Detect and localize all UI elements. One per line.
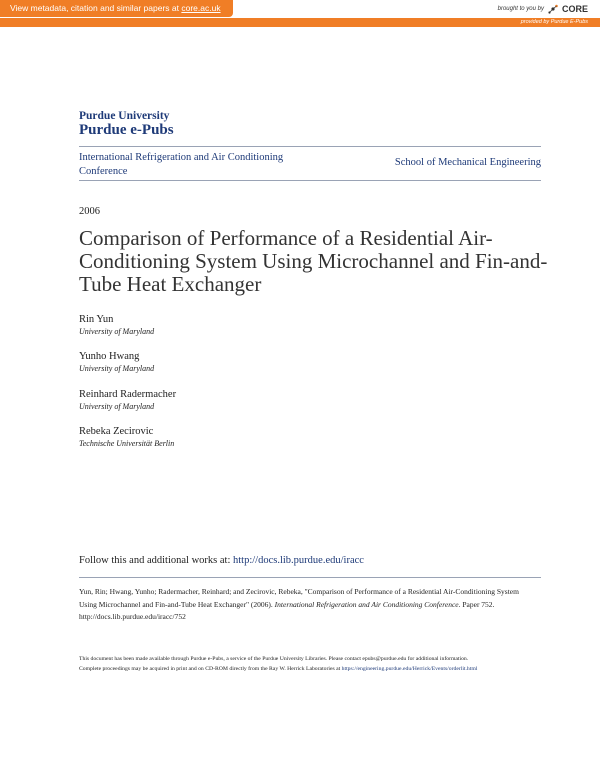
author-block bbox=[79, 350, 379, 374]
proceedings-text: Complete proceedings may be acquired in print and on CD-ROM directly from the Ray W. Herrick Laboratories at bbox=[79, 666, 341, 672]
author-block bbox=[79, 425, 379, 449]
core-logo-icon bbox=[547, 3, 559, 15]
core-ac-uk-link[interactable]: core.ac.uk bbox=[181, 3, 221, 13]
paper-title: Comparison of Performance of a Residential Air-Conditioning System Using Microchannel and Fin-and-Tube Heat Exchanger bbox=[79, 226, 548, 296]
herrick-link[interactable]: https://engineering.purdue.edu/Herrick/Events/orderlit.html bbox=[341, 666, 478, 672]
author-name: Rin Yun bbox=[79, 314, 114, 325]
availability-notice: This document has been made available through Purdue e-Pubs, a service of the Purdue University Libraries. Please contact epubs@purdue.edu for additional information. bbox=[79, 656, 469, 662]
divider bbox=[79, 146, 541, 147]
proceedings-notice bbox=[79, 664, 534, 674]
core-banner bbox=[0, 0, 600, 27]
author-name: Yunho Hwang bbox=[79, 351, 140, 362]
divider bbox=[79, 577, 541, 578]
view-metadata-text: View metadata, citation and similar papers at bbox=[10, 3, 179, 13]
iracc-link[interactable]: http://docs.lib.purdue.edu/iracc bbox=[233, 555, 364, 566]
citation-block bbox=[79, 586, 534, 624]
follow-works bbox=[79, 555, 364, 566]
provided-by-text[interactable]: provided by Purdue E-Pubs bbox=[520, 19, 588, 25]
core-logo-text: CORE bbox=[561, 4, 588, 14]
author-affiliation: University of Maryland bbox=[79, 364, 155, 373]
citation-paper-number: Paper 752. bbox=[462, 599, 495, 609]
conference-link[interactable]: International Refrigeration and Air Conditioning Conference bbox=[79, 152, 284, 177]
citation-text: Yun, Rin; Hwang, Yunho; Radermacher, Reinhard; and Zecirovic, Rebeka, "Comparison of Performance of a Residential Air-Conditioning System Using Microchannel and Fin-and-Tube Heat Exchanger" (2006). bbox=[79, 587, 519, 609]
view-metadata-link[interactable] bbox=[0, 0, 233, 17]
repository-name[interactable]: Purdue e-Pubs bbox=[79, 122, 174, 138]
author-block bbox=[79, 313, 379, 337]
provided-by-strip bbox=[0, 18, 600, 27]
follow-text: Follow this and additional works at: bbox=[79, 555, 231, 566]
author-affiliation: University of Maryland bbox=[79, 402, 155, 411]
notice-block bbox=[79, 654, 534, 674]
publication-year: 2006 bbox=[79, 206, 100, 217]
institution-name: Purdue University bbox=[79, 110, 170, 122]
author-block bbox=[79, 388, 379, 412]
brought-to-you-by[interactable] bbox=[498, 2, 588, 16]
divider bbox=[79, 180, 541, 181]
author-name: Rebeka Zecirovic bbox=[79, 426, 154, 437]
author-affiliation: Technische Universität Berlin bbox=[79, 439, 175, 448]
brought-text: brought to you by bbox=[497, 6, 544, 12]
citation-journal: International Refrigeration and Air Conditioning Conference. bbox=[274, 599, 461, 609]
author-name: Reinhard Radermacher bbox=[79, 389, 177, 400]
school-link[interactable]: School of Mechanical Engineering bbox=[394, 157, 541, 168]
author-affiliation: University of Maryland bbox=[79, 327, 155, 336]
citation-url[interactable]: http://docs.lib.purdue.edu/iracc/752 bbox=[79, 612, 186, 621]
